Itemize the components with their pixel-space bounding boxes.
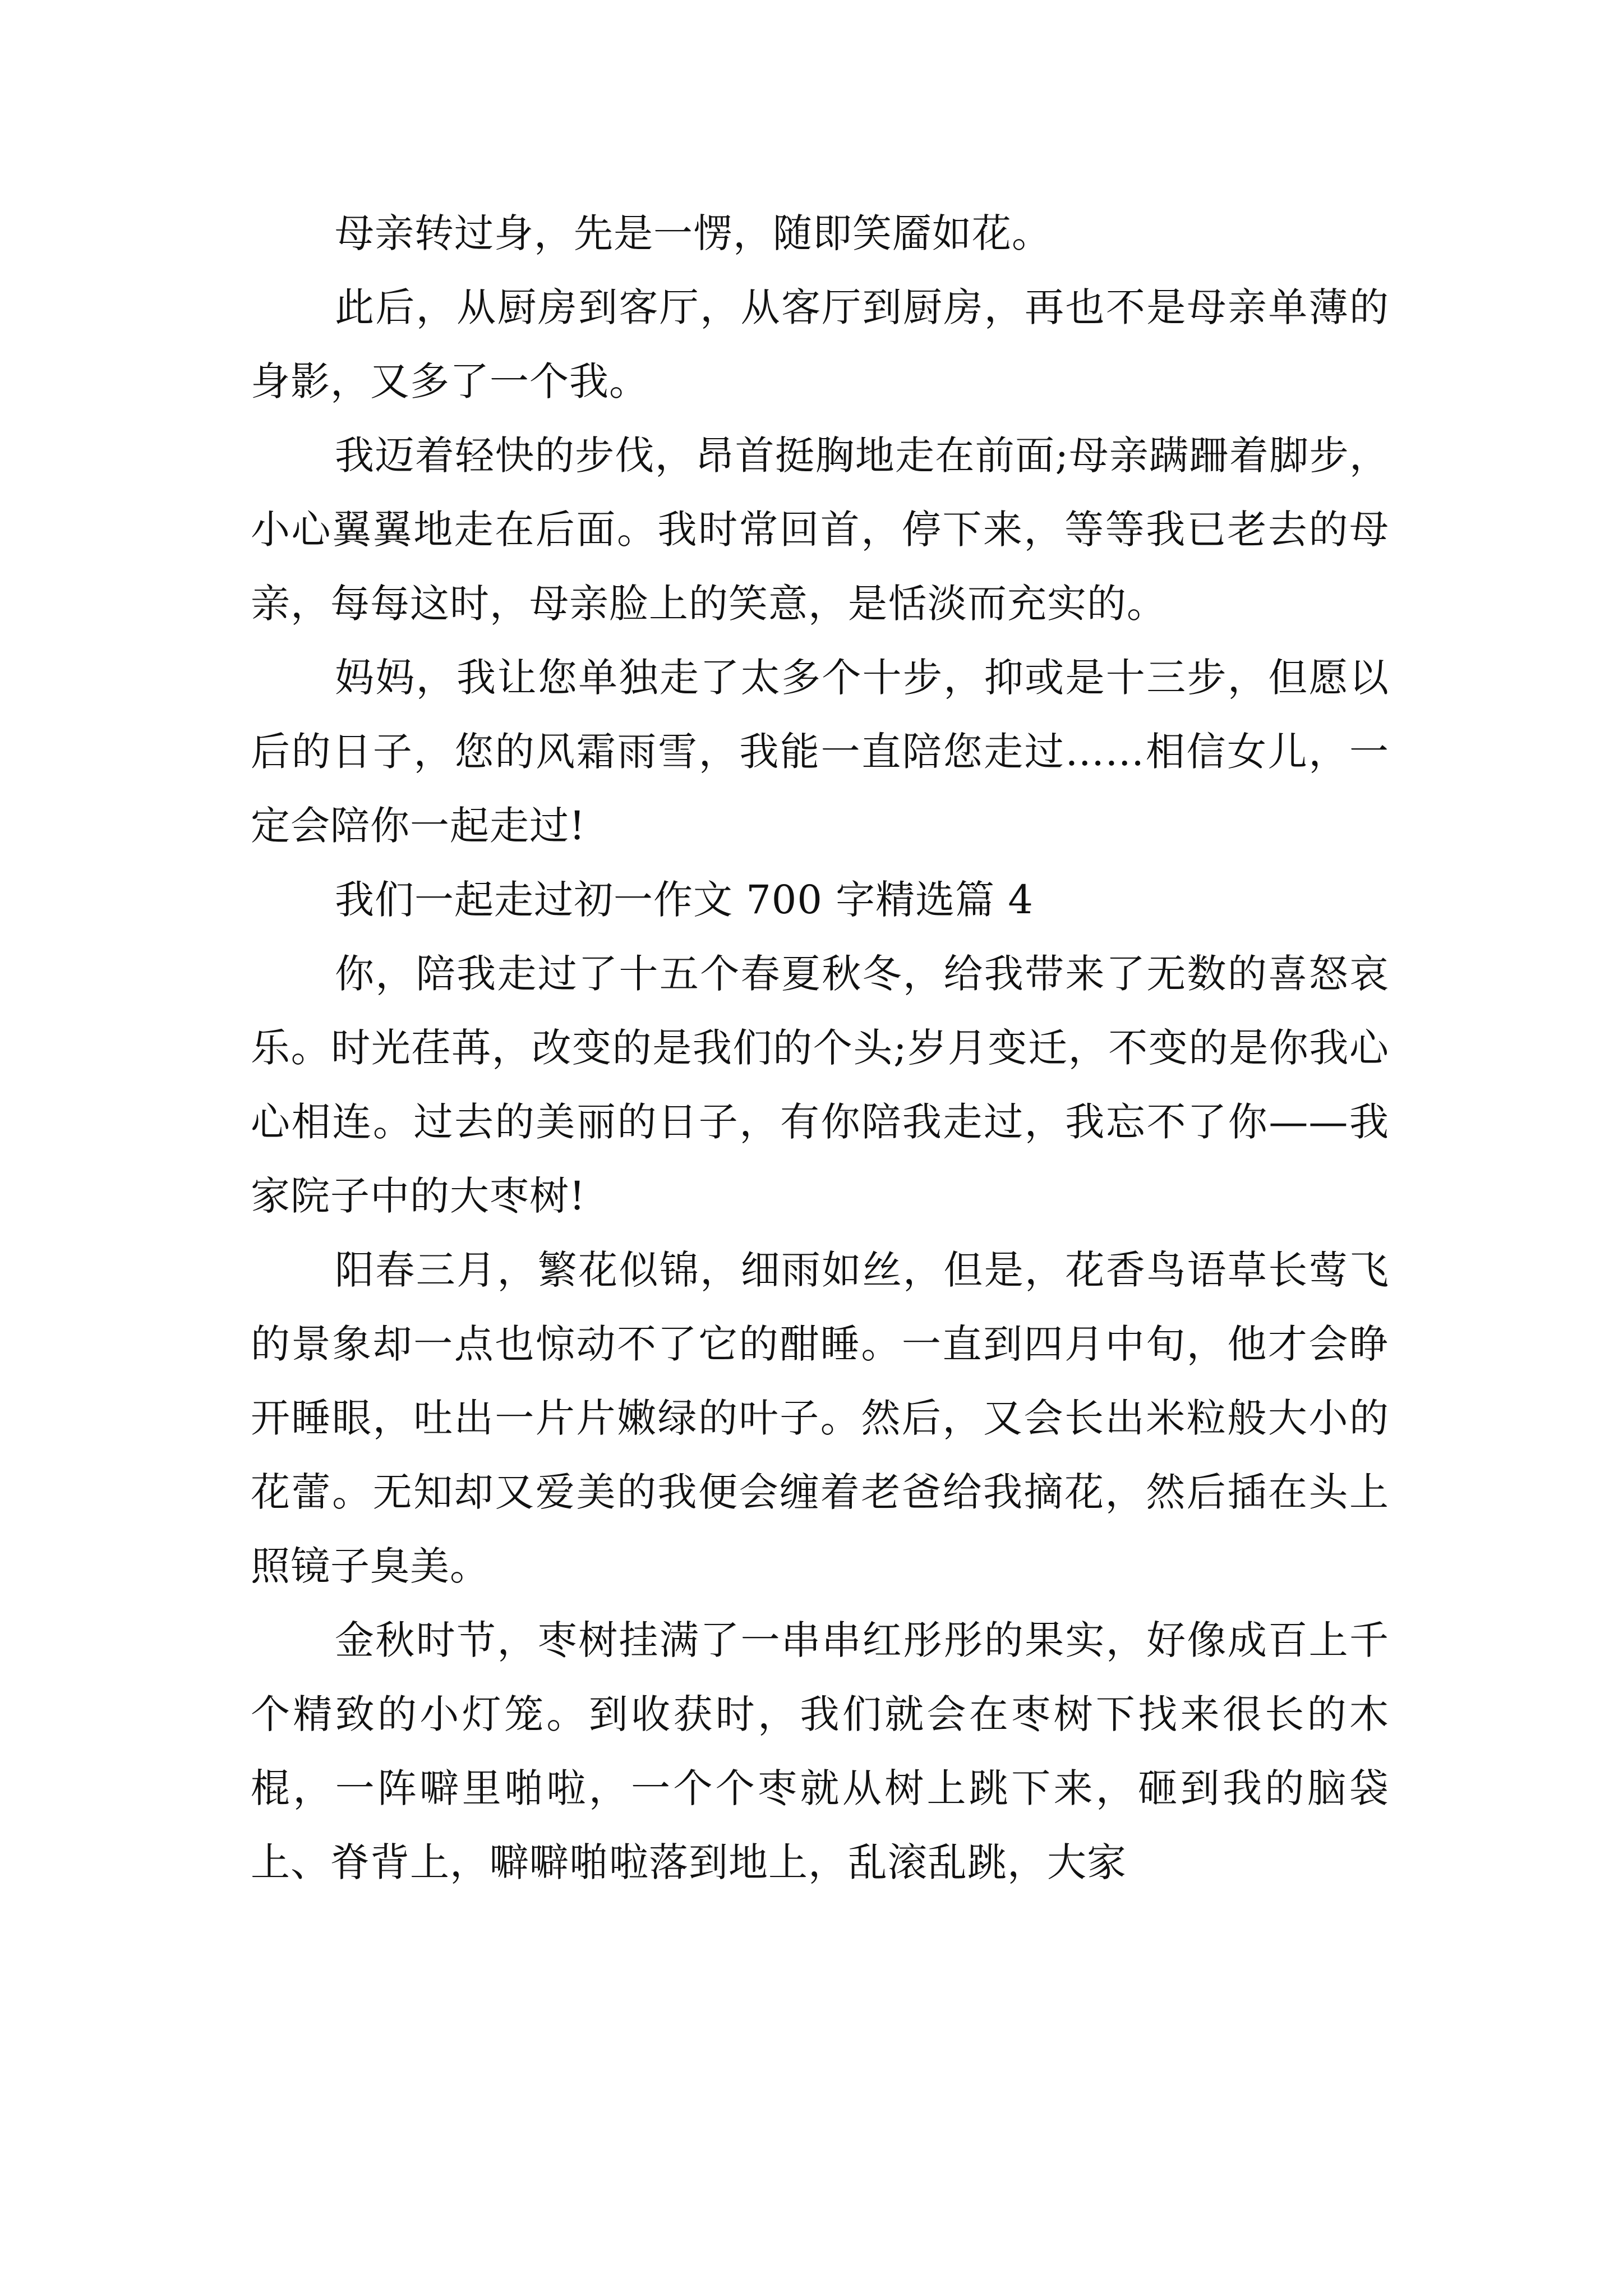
document-body (251, 196, 1389, 1899)
section-paragraph-3: 金秋时节，枣树挂满了一串串红彤彤的果实，好像成百上千个精致的小灯笼。到收获时，我们就会在枣树下找来很长的木棍，一阵噼里啪啦，一个个枣就从树上跳下来，砸到我的脑袋上、脊背上，噼噼啪啦落到地上，乱滚乱跳，大家 (251, 1617, 1389, 1885)
section-paragraph-1: 你，陪我走过了十五个春夏秋冬，给我带来了无数的喜怒哀乐。时光荏苒，改变的是我们的个头;岁月变迁，不变的是你我心心相连。过去的美丽的日子，有你陪我走过，我忘不了你——我家院子中的大枣树! (251, 951, 1389, 1219)
paragraph-1: 母亲转过身，先是一愣，随即笑靥如花。 (335, 210, 1052, 256)
paragraph-2: 此后，从厨房到客厅，从客厅到厨房，再也不是母亲单薄的身影，又多了一个我。 (251, 284, 1389, 404)
section-paragraph-2: 阳春三月，繁花似锦，细雨如丝，但是，花香鸟语草长莺飞的景象却一点也惊动不了它的酣睡。一直到四月中旬，他才会睁开睡眼，吐出一片片嫩绿的叶子。然后，又会长出米粒般大小的花蕾。无知却又爱美的我便会缠着老爸给我摘花，然后插在头上照镜子臭美。 (251, 1247, 1389, 1589)
paragraph-3: 我迈着轻快的步伐，昂首挺胸地走在前面;母亲蹒跚着脚步，小心翼翼地走在后面。我时常回首，停下来，等等我已老去的母亲，每每这时，母亲脸上的笑意，是恬淡而充实的。 (251, 432, 1389, 627)
paragraph-4: 妈妈，我让您单独走了太多个十步，抑或是十三步，但愿以后的日子，您的风霜雨雪，我能一直陪您走过……相信女儿，一定会陪你一起走过! (251, 655, 1389, 849)
section-title: 我们一起走过初一作文 700 字精选篇 4 (335, 877, 1034, 923)
